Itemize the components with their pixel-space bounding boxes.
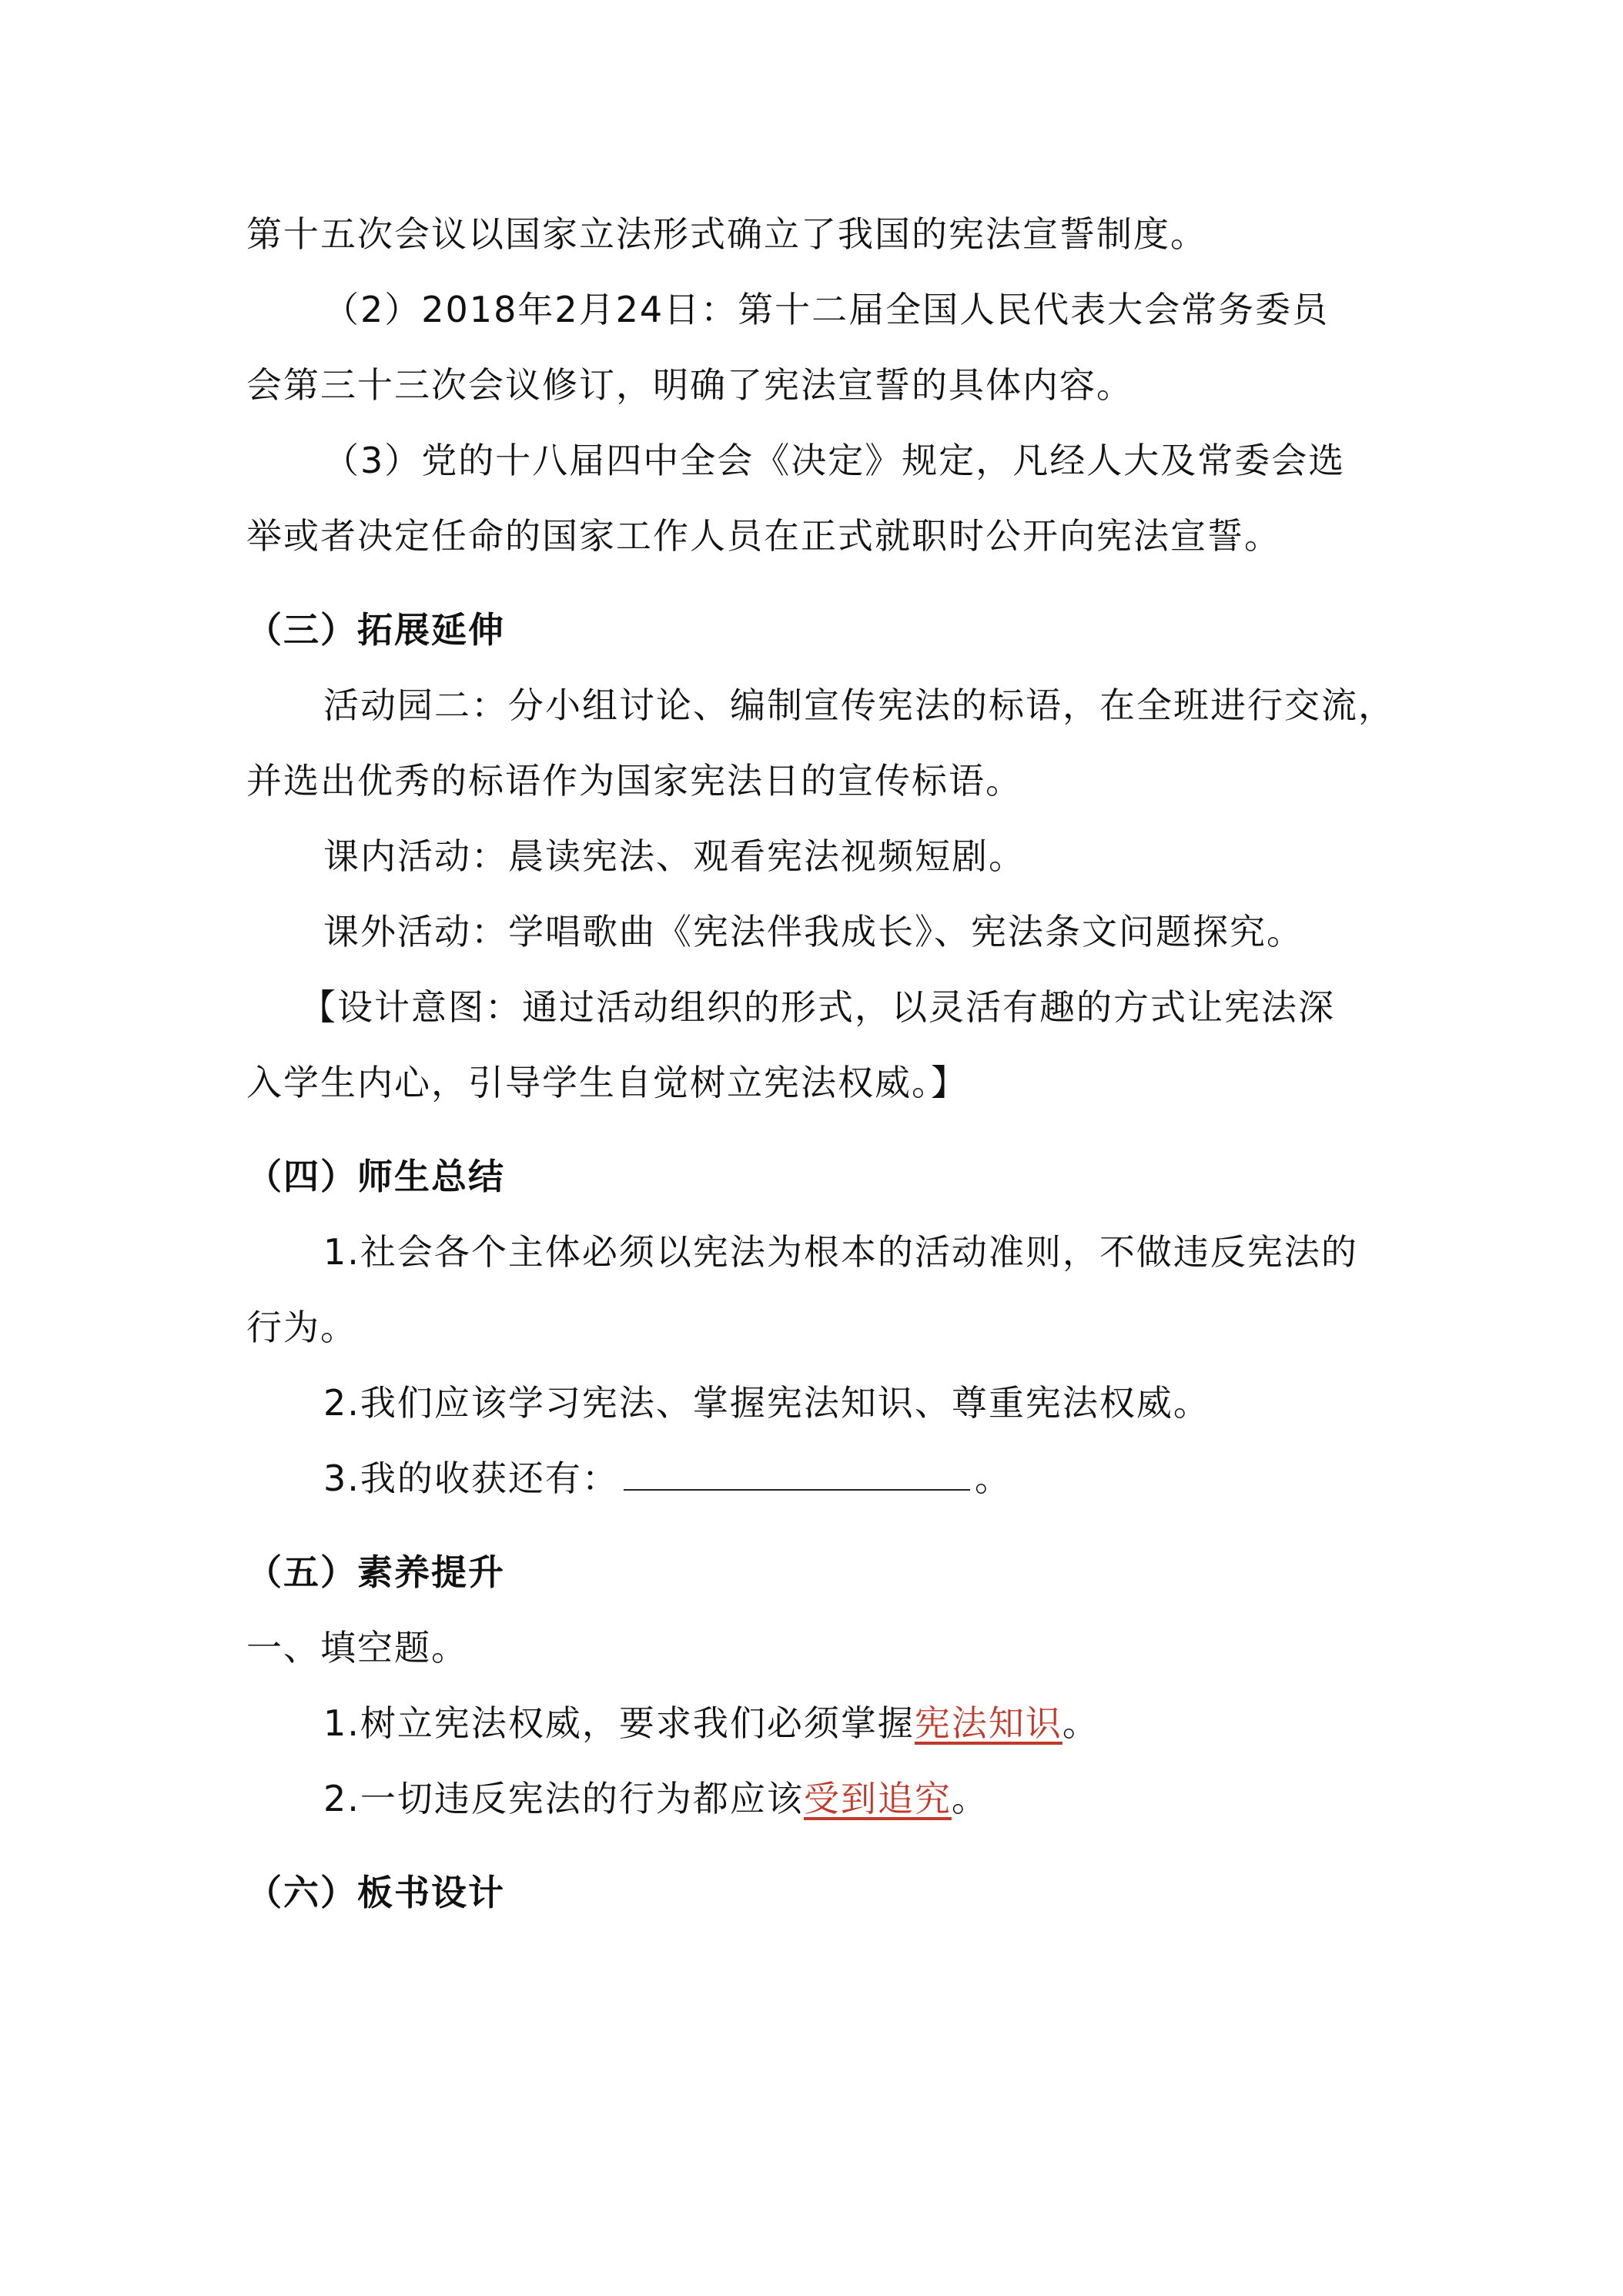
exercise-question-2 <box>246 1761 1386 1836</box>
section-heading-extension: （三）拓展延伸 <box>246 609 505 651</box>
question-period: 。 <box>951 1778 989 1819</box>
fill-in-blank[interactable] <box>624 1458 970 1491</box>
question-text: 1.树立宪法权威，要求我们必须掌握 <box>323 1702 915 1744</box>
paragraph-line: 第十五次会议以国家立法形式确立了我国的宪法宣誓制度。 <box>246 213 1207 255</box>
paragraph-line-with-blank <box>246 1441 1386 1516</box>
paragraph-line: 2.我们应该学习宪法、掌握宪法知识、尊重宪法权威。 <box>323 1382 1210 1424</box>
paragraph-line: 举或者决定任命的国家工作人员在正式就职时公开向宪法宣誓。 <box>246 515 1281 557</box>
paragraph-line: （3）党的十八届四中全会《决定》规定，凡经人大及常委会选 <box>323 440 1346 481</box>
paragraph-line: 课内活动：晨读宪法、观看宪法视频短剧。 <box>323 835 1026 877</box>
section-heading-board-design: （六）板书设计 <box>246 1872 505 1913</box>
design-intent-line: 【设计意图：通过活动组织的形式，以灵活有趣的方式让宪法深 <box>300 986 1335 1028</box>
paragraph-line: 1.社会各个主体必须以宪法为根本的活动准则，不做违反宪法的 <box>323 1231 1358 1273</box>
answer-text: 宪法知识 <box>914 1702 1062 1744</box>
answer-text: 受到追究 <box>803 1778 952 1819</box>
design-intent-line: 入学生内心，引导学生自觉树立宪法权威。】 <box>246 1062 968 1103</box>
paragraph-line: 活动园二：分小组讨论、编制宣传宪法的标语，在全班进行交流， <box>323 684 1395 726</box>
exercise-subheading: 一、填空题。 <box>246 1627 468 1668</box>
summary-prompt: 3.我的收获还有： <box>323 1458 619 1499</box>
document-body <box>246 196 1395 1930</box>
paragraph-line: 行为。 <box>246 1307 357 1348</box>
paragraph-line: 并选出优秀的标语作为国家宪法日的宣传标语。 <box>246 760 1022 802</box>
paragraph-line: （2）2018年2月24日：第十二届全国人民代表大会常务委员 <box>323 289 1330 330</box>
question-period: 。 <box>1062 1702 1099 1744</box>
exercise-question-1 <box>246 1685 1386 1761</box>
paragraph-line: 课外活动：学唱歌曲《宪法伴我成长》、宪法条文问题探究。 <box>323 911 1303 952</box>
section-heading-summary: （四）师生总结 <box>246 1156 505 1197</box>
question-text: 2.一切违反宪法的行为都应该 <box>323 1778 804 1819</box>
section-heading-practice: （五）素养提升 <box>246 1551 505 1593</box>
paragraph-line: 会第三十三次会议修订，明确了宪法宣誓的具体内容。 <box>246 364 1133 406</box>
summary-period: 。 <box>974 1458 1012 1499</box>
